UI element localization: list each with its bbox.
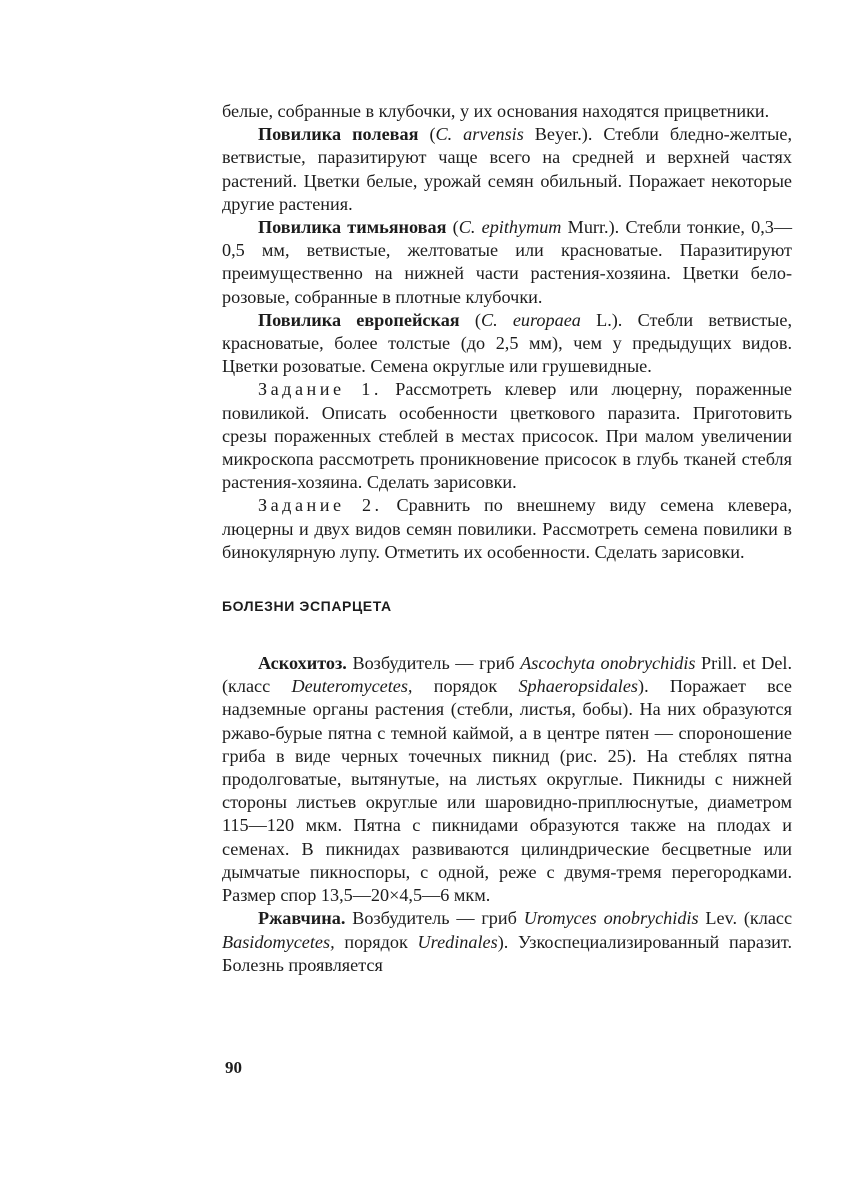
rust-author: Lev. xyxy=(705,908,738,929)
rust-text-3: порядок xyxy=(344,931,408,952)
ascochyta-text-1: Возбудитель — гриб xyxy=(352,653,515,674)
ascochyta-class: Deuteromycetes, xyxy=(291,676,413,697)
ascochyta-species: Ascochyta onobrychidis xyxy=(520,653,696,674)
ascochyta-paragraph xyxy=(222,652,792,907)
task-1-paragraph xyxy=(222,378,792,494)
european-dodder-name: Повилика европейская xyxy=(258,309,460,330)
rust-text: ). Узкоспециализированный паразит. Болезнь проявляется xyxy=(222,931,793,975)
field-dodder-latin-species: C. arvensis xyxy=(435,124,524,145)
thyme-dodder-latin-species: C. epithymum xyxy=(458,217,562,238)
task-2-text: Сравнить по внешнему виду семена клевера, люцерны и двух видов семян повилики. Рассмотреть семена повилики в бинокулярную лупу. Отметить их особенности. Сделать зарисовки. xyxy=(222,495,792,562)
thyme-dodder-text: Стебли тонкие, 0,3—0,5 мм, ветвистые, желтоватые или красноватые. Паразитируют преимущественно на нижней части растения-хозяина. Цветки бело-розовые, собранные в плотные клубочки. xyxy=(222,217,793,307)
page-number: 90 xyxy=(225,1058,242,1077)
ascochyta-text-3: порядок xyxy=(433,676,498,697)
rust-species: Uromyces onobrychidis xyxy=(523,908,699,929)
european-dodder-text: Стебли ветвистые, красноватые, более толстые (до 2,5 мм), чем у предыдущих видов. Цветки розоватые. Семена округлые или грушевидные. xyxy=(222,309,793,377)
ascochyta-order: Sphaeropsidales xyxy=(518,676,639,697)
field-dodder-name: Повилика полевая xyxy=(258,124,419,145)
ascochyta-text: ). Поражает все надземные органы растения (стебли, листья, бобы). На них образуются ржаво-бурые пятна с темной каймой, а в центре пятен — спороношение гриба в виде черных точечных пикнид (рис. 25). На стеблях пятна продолговатые, вытянутые, на листьях округлые. Пикниды с нижней стороны листьев округлые или шаровидно-приплюснутые, диаметром 115—120 мкм. Пятна с пикнидами образуются также на плодах и семенах. В пикнидах развиваются цилиндрические бесцветные или дымчатые пикноспоры, с одной, реже с двумя-тремя перегородками. Размер спор 13,5—20×4,5—6 мкм. xyxy=(222,676,793,906)
section-heading: БОЛЕЗНИ ЭСПАРЦЕТА xyxy=(222,598,392,615)
field-dodder-paragraph xyxy=(222,123,792,216)
field-dodder-latin-open: ( xyxy=(429,124,436,145)
field-dodder-latin-author: Beyer.). xyxy=(534,124,593,145)
european-dodder-latin-open: ( xyxy=(474,309,481,330)
rust-order: Uredinales xyxy=(417,931,498,952)
ascochyta-author: Prill. et Del. xyxy=(701,653,793,674)
ascochyta-name: Аскохитоз. xyxy=(258,653,347,674)
task-1-text: Рассмотреть клевер или люцерну, пораженные повиликой. Описать особенности цветкового паразита. Приготовить срезы пораженных стеблей в местах присосок. При малом увеличении микроскопа рассмотреть проникновение присосок в глубь тканей стебля растения-хозяина. Сделать зарисовки. xyxy=(222,379,792,493)
rust-text-1: Возбудитель — гриб xyxy=(352,908,517,929)
rust-class: Basidomycetes, xyxy=(222,931,335,952)
task-1-label: Задание 1. xyxy=(258,379,382,400)
field-dodder-text: Стебли бледно-желтые, ветвистые, паразитируют чаще всего на средней и верхней частях растений. Цветки белые, урожай семян обильный. Поражает некоторые другие растения. xyxy=(222,124,793,214)
european-dodder-latin-author: L.). xyxy=(596,309,623,330)
thyme-dodder-paragraph xyxy=(222,216,792,309)
european-dodder-latin-species: C. europaea xyxy=(480,309,581,330)
intro-paragraph xyxy=(222,100,792,123)
intro-text: белые, собранные в клубочки, у их основания находятся прицветники. xyxy=(222,101,770,121)
task-2-label: Задание 2. xyxy=(258,495,383,516)
european-dodder-paragraph xyxy=(222,309,792,379)
ascochyta-text-2: (класс xyxy=(222,676,271,697)
text-column xyxy=(222,100,792,977)
rust-paragraph xyxy=(222,907,792,977)
thyme-dodder-name: Повилика тимьяновая xyxy=(258,217,447,238)
rust-name: Ржавчина. xyxy=(258,908,346,929)
rust-text-2: (класс xyxy=(743,908,793,929)
thyme-dodder-latin-author: Murr.). xyxy=(567,217,620,238)
task-2-paragraph xyxy=(222,494,792,564)
thyme-dodder-latin-open: ( xyxy=(452,217,459,238)
